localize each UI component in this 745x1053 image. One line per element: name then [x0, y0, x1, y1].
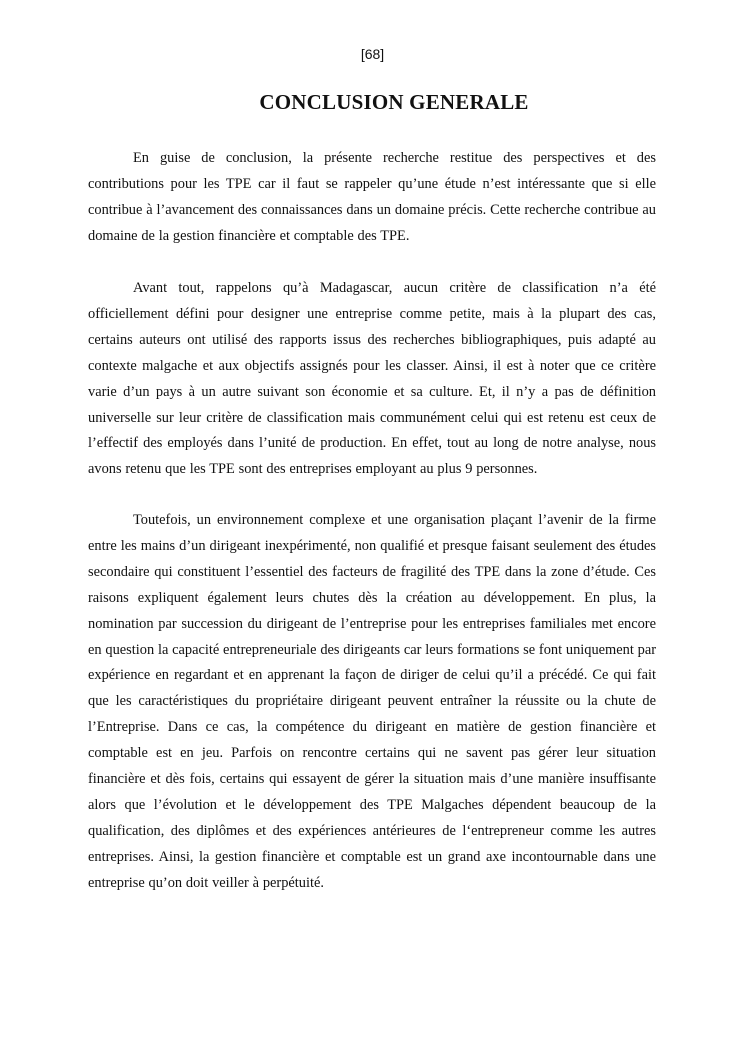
page-title: CONCLUSION GENERALE	[259, 90, 529, 114]
paragraph-intro: En guise de conclusion, la présente recherche restitue des perspectives et des contributions pour les TPE car il faut se rappeler qu’une étude n’est intéressante que si elle contribue à l’avancement des connaissances dans un domaine précis. Cette recherche contribue au domaine de la gestion financière et comptable des TPE.	[88, 150, 656, 244]
page-number: [68]	[360, 46, 385, 62]
paragraph-fragility: Toutefois, un environnement complexe et une organisation plaçant l’avenir de la firme entre les mains d’un dirigeant inexpérimenté, non qualifié et presque faisant seulement des études secondaire qui constituent l’essentiel des facteurs de fragilité des TPE dans la zone d’étude. Ces raisons expliquent également leurs chutes dès la création au développement. En plus, la nomination par succession du dirigeant de l’entreprise pour les entreprises familiales met encore en question la capacité entrepreneuriale des dirigeants car leurs formations se font uniquement par expérience en regardant et en apprenant la façon de diriger de celui qu’il a précédé. Ce qui fait que les caractéristiques du propriétaire dirigeant peuvent entraîner la réussite ou la chute de l’Entreprise. Dans ce cas, la compétence du dirigeant en matière de gestion financière et comptable est en jeu. Parfois on rencontre certains qui ne savent pas gérer leur situation financière et dès fois, certains qui essayent de gérer la situation mais d’une manière insuffisante alors que l’évolution et le développement des TPE Malgaches dépendent beaucoup de la qualification, des diplômes et des expériences antérieures de l‘entrepreneur comme les autres entreprises. Ainsi, la gestion financière et comptable est un grand axe incontournable dans une entreprise qu’on doit veiller à perpétuité.	[88, 512, 657, 891]
paragraph-classification: Avant tout, rappelons qu’à Madagascar, aucun critère de classification n’a été officiellement défini pour designer une entreprise comme petite, mais à la plupart des cas, certains auteurs ont utilisé des rapports issus des recherches bibliographiques, puis adapté au contexte malgache et aux objectifs assignés pour les classer. Ainsi, il est à noter que ce critère varie d’un pays à un autre suivant son économie et sa culture. Et, il n’y a pas de définition universelle sur leur critère de classification mais communément celui qui est retenu est ceux de l’effectif des employés dans l’unité de production. En effet, tout au long de notre analyse, nous avons retenu que les TPE sont des entreprises employant au plus 9 personnes.	[88, 280, 656, 478]
